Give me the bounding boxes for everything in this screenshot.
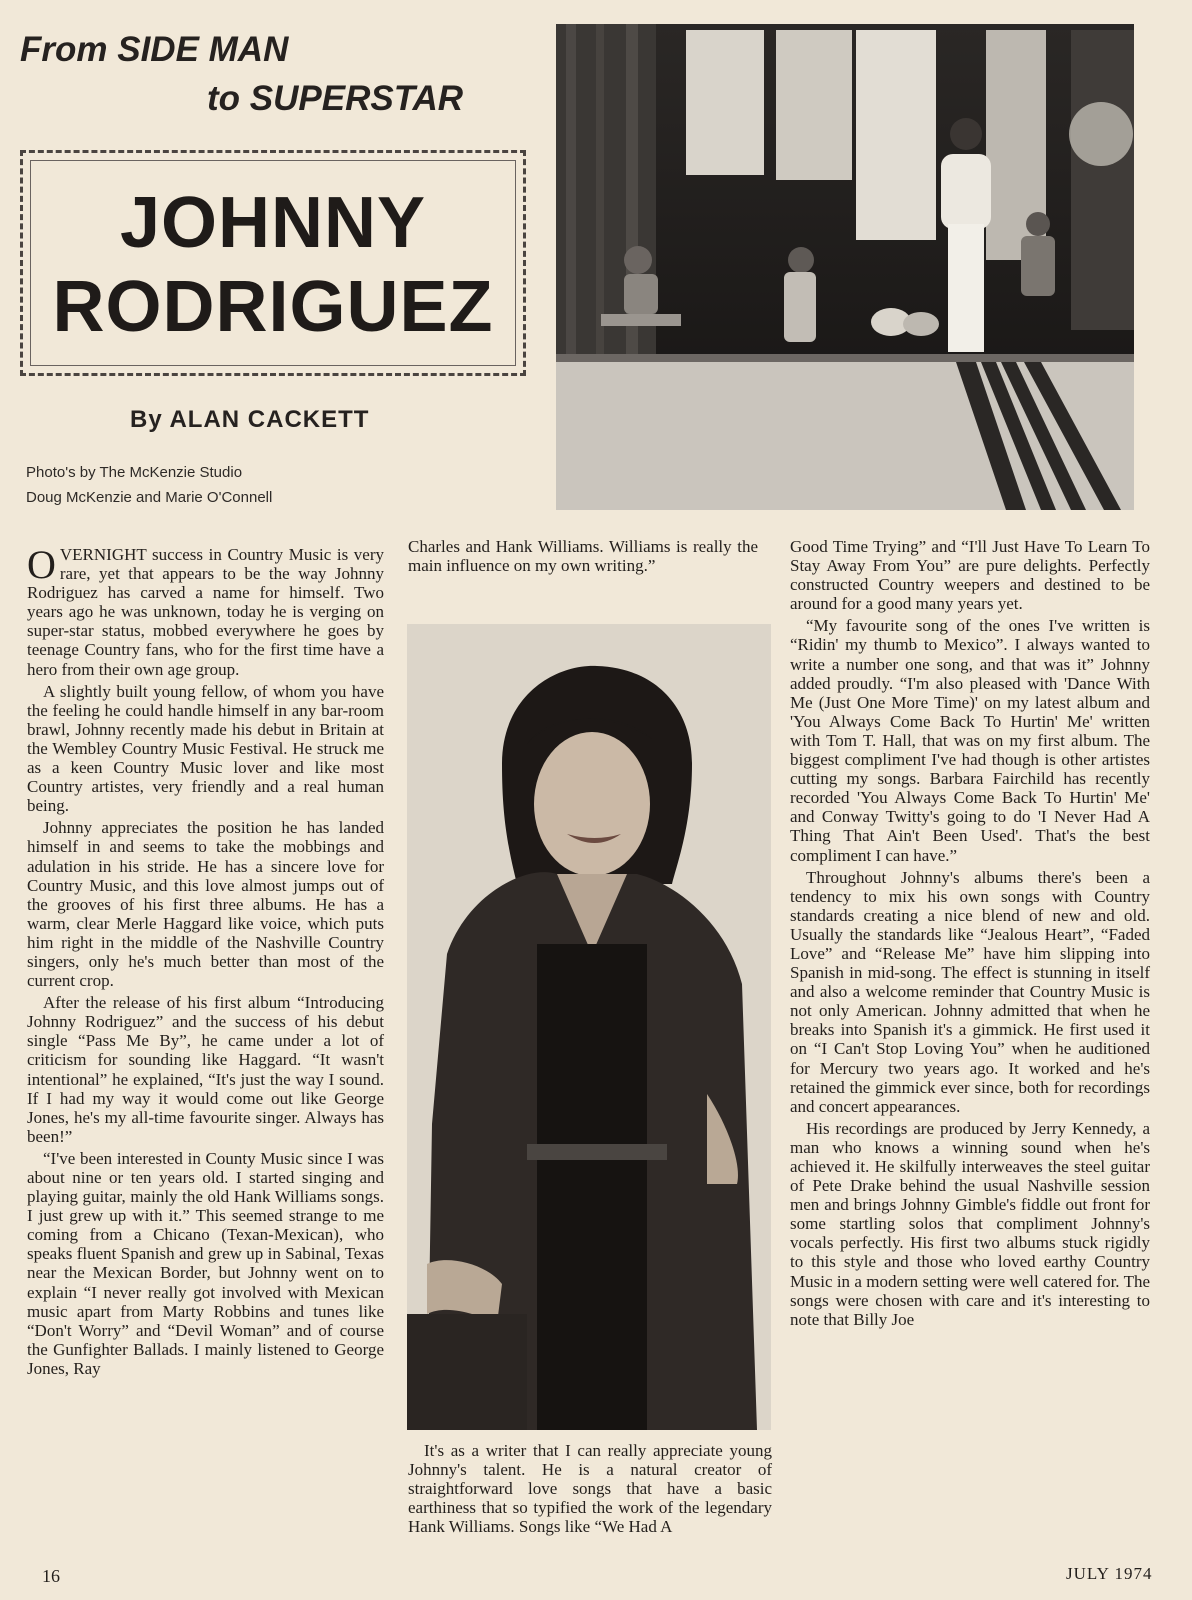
article-paragraph: “I've been interested in County Music since I was about nine or ten years old. I started singing and playing guitar, mainly the old Hank Williams songs. I just grew up with it.” This seemed strange to me coming from a Chicano (Texan-Mexican), who speaks fluent Spanish and grew up in Sabinal, Texas near the Mexican Border, but Johnny went on to explain “I never really got involved with Mexican music apart from Marty Robbins and tunes like “Don't Worry” and “Devil Woman” and of course the Gunfighter Ballads. I mainly listened to George Jones, Ray (27, 1148, 384, 1378)
article-paragraph: A slightly built young fellow, of whom you have the feeling he could handle himself in any bar-room brawl, Johnny recently made his debut in Britain at the Wembley Country Music Festival. He struck me as a keen Country Music lover and like most Country artistes, very friendly and a real human being. (27, 681, 384, 816)
stage-photo-illustration (556, 24, 1134, 510)
title-first-name: JOHNNY (119, 183, 427, 263)
article-paragraph: OVERNIGHT success in Country Music is very rare, yet that appears to be the way Johnny Rodriguez has carved a name for himself. Two years ago he was unknown, today he is verging on super-star status, mobbed everywhere he goes by teenage Country fans, who for the first time have a hero from their own age group. (27, 542, 384, 679)
article-paragraph: “My favourite song of the ones I've written is “Ridin' my thumb to Mexico”. I always wanted to write a number one song, and that was it” Johnny added proudly. “I'm also pleased with 'Dance With Me (Just One More Time)' on my latest album and 'You Always Come Back To Hurtin' Me' written with Tom T. Hall, that was on my first album. The biggest compliment I've had though is other artistes cutting my songs. Barbara Fairchild has recently recorded 'You Always Come Back To Hurtin' Me' and Conway Twitty's going to do 'I Never Had A Thing That Ain't Been Used'. That's the best compliment I can have.” (790, 616, 1150, 865)
article-column-3 (790, 537, 1150, 1332)
article-column-2-top (408, 537, 758, 578)
stage-photo (556, 24, 1134, 510)
photo-credit-line-1: Photo's by The McKenzie Studio (26, 464, 243, 481)
article-paragraph: Charles and Hank Williams. Williams is really the main influence on my own writing.” (408, 537, 758, 576)
article-paragraph: Throughout Johnny's albums there's been a tendency to mix his own songs with Country standards creating a nice blend of new and old. Usually the standards like “Jealous Heart”, “Faded Love” and “Release Me” have him slipping into Spanish in mid-song. The effect is stunning in itself and also a welcome reminder that Country Music is not only American. Johnny admitted that when he breaks into Spanish it's a gimmick. He first used it on “I Can't Stop Loving You” when he auditioned for Mercury two years ago. It worked and he's retained the gimmick ever since, both for recordings and concert appearances. (790, 867, 1150, 1116)
article-column-2-bottom (408, 1441, 772, 1539)
headline-line-1: From SIDE MAN (20, 30, 289, 69)
article-paragraph: Good Time Trying” and “I'll Just Have To Learn To Stay Away From You” are pure delights. Perfectly constructed Country weepers and destined to be around for a good many years yet. (790, 537, 1150, 614)
article-column-1 (27, 542, 384, 1381)
article-paragraph: His recordings are produced by Jerry Kennedy, a man who knows a winning sound when he's achieved it. He skilfully interweaves the steel guitar of Pete Drake behind the usual Nashville session men and brings Johnny Gimble's fiddle out front for some startling solos that compliment Johnny's vocals perfectly. His first two albums stuck rigidly to this style and those who loved earthy Country Music in a modern setting were well catered for. The songs were chosen with care and it's interesting to note that Billy Joe (790, 1118, 1150, 1329)
drop-cap: O (27, 542, 56, 587)
portrait-photo-illustration (407, 624, 771, 1430)
issue-date: JULY 1974 (1066, 1564, 1153, 1583)
article-paragraph: After the release of his first album “Introducing Johnny Rodriguez” and the success of his debut single “Pass Me By”, he came under a lot of criticism for sounding like Haggard. “It wasn't intentional” he explained, “It's just the way I sound. If I had my way it would come out like George Jones, he's my all-time favourite singer. Always has been!” (27, 993, 384, 1146)
title-last-name: RODRIGUEZ (52, 267, 494, 347)
byline: By ALAN CACKETT (130, 406, 370, 433)
photo-credit-line-2: Doug McKenzie and Marie O'Connell (26, 489, 273, 506)
portrait-photo (407, 624, 771, 1430)
article-paragraph: Johnny appreciates the position he has landed himself in and seems to take the mobbings and adulation in his stride. He has a sincere love for Country Music, and this love almost jumps out of the grooves of his first three albums. He has a warm, clear Merle Haggard like voice, which puts him right in the middle of the Nashville Country singers, only he's much better than most of the current crop. (27, 818, 384, 991)
page-number: 16 (42, 1566, 60, 1586)
title-box (20, 150, 526, 376)
article-paragraph: It's as a writer that I can really appreciate young Johnny's talent. He is a natural creator of straightforward love songs that have a basic earthiness that so typified the work of the legendary Hank Williams. Songs like “We Had A (408, 1441, 772, 1537)
headline-line-2: to SUPERSTAR (207, 79, 464, 118)
